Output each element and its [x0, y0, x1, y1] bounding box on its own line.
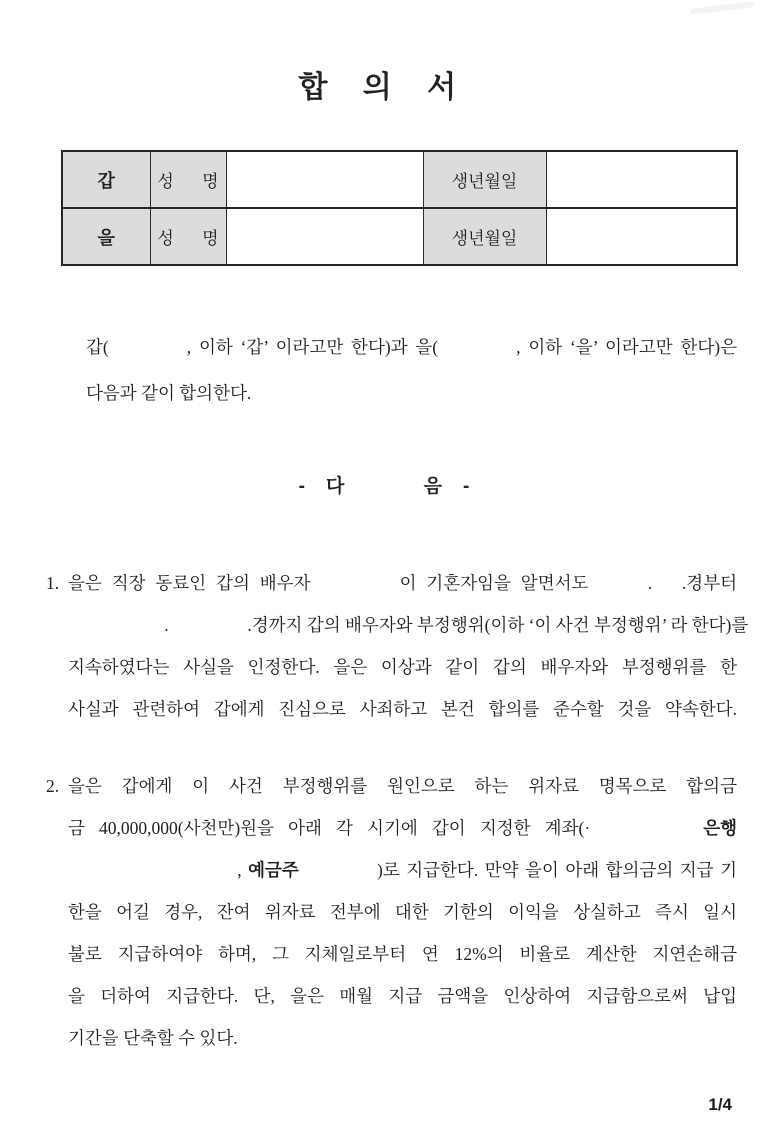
name-value-cell	[226, 151, 423, 208]
item-line: 을은 직장 동료인 갑의 배우자 이 기혼자임을 알면서도 . .경부터	[68, 573, 737, 593]
party-info-table	[61, 150, 738, 266]
item-line: . .경까지 갑의 배우자와 부정행위(이하 ‘이 사건 부정행위’ 라 한다)를	[68, 615, 749, 635]
item-line-text: ,	[68, 860, 249, 880]
item-line: 을은 갑에게 이 사건 부정행위를 원인으로 하는 위자료 명목으로 합의금	[68, 776, 737, 796]
party-eul-cell: 을	[62, 208, 150, 265]
item-line	[68, 807, 737, 849]
birthdate-label-cell: 생년월일	[423, 208, 546, 265]
name-label-cell: 성 명	[150, 208, 226, 265]
bank-name-bold: 은행	[703, 818, 737, 838]
table-row-eul	[62, 208, 737, 265]
birthdate-label-cell: 생년월일	[423, 151, 546, 208]
agreement-item-2	[46, 765, 737, 1059]
intro-line: 갑( , 이하 ‘갑’ 이라고만 한다)과 을( , 이하 ‘을’ 이라고만 한다)은	[86, 337, 737, 357]
intro-paragraph	[86, 324, 737, 416]
item-line-text: )로 지급한다. 만약 을이 아래 합의금의 지급 기	[298, 860, 738, 880]
item-line: 불로 지급하여야 하며, 그 지체일로부터 연 12%의 비율로 계산한 지연손해금	[68, 944, 737, 964]
scan-smudge	[690, 1, 754, 15]
item-line: 을 더하여 지급한다. 단, 을은 매월 지급 금액을 인상하여 지급함으로써 납입	[68, 986, 737, 1006]
item-line-text: 금 40,000,000(사천만)원을 아래 각 시기에 갑이 지정한 계좌(·	[68, 818, 704, 838]
item-number: 2.	[46, 776, 60, 796]
intro-line: 다음과 같이 합의한다.	[86, 383, 252, 403]
item-line: 기간을 단축할 수 있다.	[68, 1028, 238, 1048]
account-holder-bold: 예금주	[248, 860, 299, 880]
item-number: 1.	[46, 573, 60, 593]
section-heading-daum: - 다 음 -	[298, 476, 470, 497]
document-title: 합 의 서	[298, 71, 470, 104]
item-line: 한을 어길 경우, 잔여 위자료 전부에 대한 기한의 이익을 상실하고 즉시 일시	[68, 902, 737, 922]
item-line: 사실과 관련하여 갑에게 진심으로 사죄하고 본건 합의를 준수할 것을 약속한다.	[68, 699, 737, 719]
name-label-cell: 성 명	[150, 151, 226, 208]
birthdate-value-cell	[546, 208, 737, 265]
item-line	[68, 849, 737, 891]
party-gap-cell: 갑	[62, 151, 150, 208]
item-line: 지속하였다는 사실을 인정한다. 을은 이상과 같이 갑의 배우자와 부정행위를 한	[68, 657, 737, 677]
agreement-item-1	[46, 562, 749, 730]
birthdate-value-cell	[546, 151, 737, 208]
page-number: 1/4	[708, 1095, 732, 1114]
table-row-gap	[62, 151, 737, 208]
name-value-cell	[226, 208, 423, 265]
